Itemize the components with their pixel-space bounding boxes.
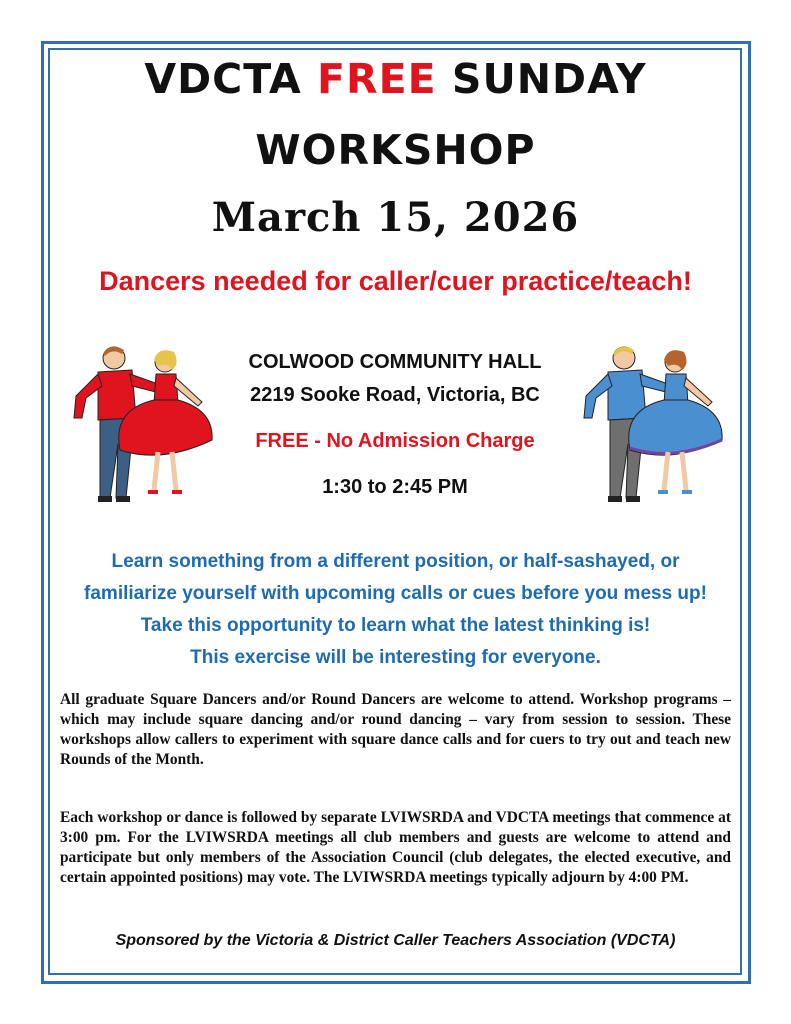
info-paragraph-1: All graduate Square Dancers and/or Round Dancers are welcome to attend. Workshop programs – which may include square dancing and/or round dancing – vary from session to session. These workshops allow callers to experiment with square dance calls and for cuers to try out and teach new Rounds of the Month. [60,691,731,768]
dancing-couple-red-image [62,340,217,505]
promo-line: This exercise will be interesting for everyone. [190,647,601,668]
event-time: 1:30 to 2:45 PM [322,476,468,498]
dancing-couple-blue-image [572,340,727,505]
title-line-1 [0,55,791,103]
promo-line: familiarize yourself with upcoming calls or cues before you mess up! [84,583,707,604]
venue-address: 2219 Sooke Road, Victoria, BC [250,384,540,406]
title-free: FREE [317,55,437,103]
sponsor-line: Sponsored by the Victoria & District Caller Teachers Association (VDCTA) [115,932,676,949]
event-date: March 15, 2026 [211,194,580,241]
title-part1: VDCTA [144,55,318,103]
info-paragraph-2: Each workshop or dance is followed by separate LVIWSRDA and VDCTA meetings that commence at 3:00 pm. For the LVIWSRDA meetings all club members and guests are welcome to attend and participate but only members of the Association Council (club delegates, the elected executive, and certain appointed positions) may vote. The LVIWSRDA meetings typically adjourn by 4:00 PM. [60,809,731,886]
promo-line: Learn something from a different position, or half-sashayed, or [111,551,680,572]
subheading: Dancers needed for caller/cuer practice/teach! [99,266,692,296]
title-part2: SUNDAY [436,55,647,103]
admission-note: FREE - No Admission Charge [255,430,535,452]
venue-name: COLWOOD COMMUNITY HALL [248,351,542,373]
title-line-2: WORKSHOP [255,126,536,174]
promo-line: Take this opportunity to learn what the latest thinking is! [140,615,651,636]
